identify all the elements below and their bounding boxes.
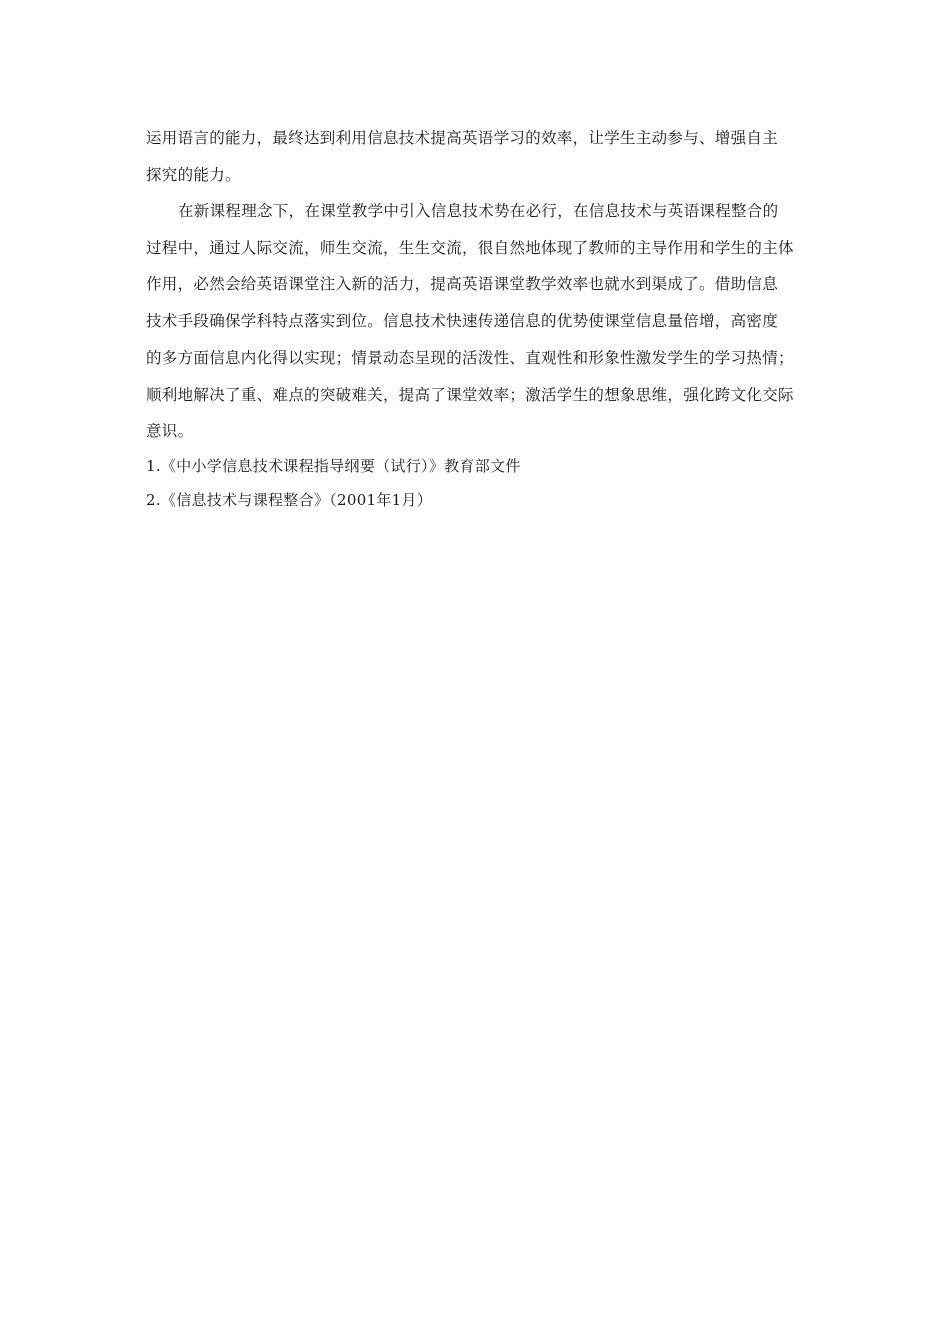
paragraph-line: 的多方面信息内化得以实现；情景动态呈现的活泼性、直观性和形象性激发学生的学习热情； bbox=[146, 349, 794, 367]
paragraph-line: 顺利地解决了重、难点的突破难关，提高了课堂效率；激活学生的想象思维，强化跨文化交际 bbox=[146, 386, 794, 404]
paragraph-line: 作用，必然会给英语课堂注入新的活力，提高英语课堂教学效率也就水到渠成了。借助信息 bbox=[146, 275, 779, 293]
reference-item: 1.《中小学信息技术课程指导纲要（试行）》教育部文件 bbox=[146, 457, 521, 475]
paragraph-line: 意识。 bbox=[146, 422, 194, 440]
paragraph-line: 运用语言的能力，最终达到利用信息技术提高英语学习的效率，让学生主动参与、增强自主 bbox=[146, 129, 779, 147]
reference-item: 2.《信息技术与课程整合》（2001年1月） bbox=[146, 491, 433, 509]
paragraph-line: 在新课程理念下，在课堂教学中引入信息技术势在必行，在信息技术与英语课程整合的 bbox=[178, 202, 779, 220]
paragraph-line: 过程中，通过人际交流，师生交流，生生交流，很自然地体现了教师的主导作用和学生的主体 bbox=[146, 239, 794, 257]
paragraph-line: 技术手段确保学科特点落实到位。信息技术快速传递信息的优势使课堂信息量倍增，高密度 bbox=[146, 312, 779, 330]
paragraph-line: 探究的能力。 bbox=[146, 166, 241, 184]
